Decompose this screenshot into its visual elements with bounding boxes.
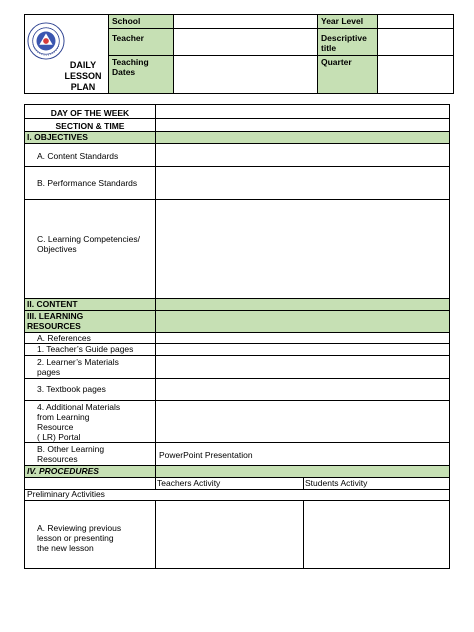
section-time-value[interactable] <box>156 119 449 131</box>
day-of-week-label: DAY OF THE WEEK <box>50 108 130 118</box>
row-line <box>24 477 450 478</box>
performance-standards-value[interactable] <box>156 167 449 199</box>
row-line <box>24 355 450 356</box>
resources-heading-band <box>25 310 449 332</box>
teachers-guide-label: 1. Teacher’s Guide pages <box>37 344 134 354</box>
learning-resources-heading: III. LEARNING RESOURCES <box>27 311 84 331</box>
content-heading-band <box>25 298 449 310</box>
procedures-heading: IV. PROCEDURES <box>27 466 99 476</box>
content-standards-label: A. Content Standards <box>37 151 119 161</box>
school-label: School <box>112 16 141 26</box>
learning-competencies-label: C. Learning Competencies/ Objectives <box>37 234 141 254</box>
references-label: A. References <box>37 333 91 343</box>
row-line <box>24 298 450 299</box>
column-line-students <box>303 477 304 489</box>
objectives-heading-band <box>25 131 449 143</box>
teaching-dates-value[interactable] <box>174 56 317 93</box>
year-level-value[interactable] <box>378 15 453 28</box>
descriptive-title-value[interactable] <box>378 29 453 55</box>
other-resources-label: B. Other Learning Resources <box>37 444 105 464</box>
additional-materials-label: 4. Additional Materials from Learning Resource ( LR) Portal <box>37 402 121 442</box>
content-heading: II. CONTENT <box>27 299 78 309</box>
row-line <box>24 310 450 311</box>
day-of-week-value[interactable] <box>156 105 449 118</box>
performance-standards-label: B. Performance Standards <box>37 178 138 188</box>
teaching-dates-label: Teaching Dates <box>112 57 149 77</box>
other-resources-value: PowerPoint Presentation <box>159 450 253 460</box>
row-line <box>24 378 450 379</box>
learners-materials-label: 2. Learner’s Materials pages <box>37 357 119 377</box>
row-line <box>24 400 450 401</box>
teacher-label: Teacher <box>112 33 144 43</box>
deped-seal-logo <box>27 22 65 60</box>
teachers-activity-cell[interactable] <box>156 501 303 568</box>
year-level-label: Year Level <box>321 16 364 26</box>
lesson-plan-title: DAILY LESSON PLAN <box>64 60 102 92</box>
teacher-value[interactable] <box>174 29 317 55</box>
teachers-activity-header: Teachers Activity <box>157 478 221 488</box>
school-value[interactable] <box>174 15 317 28</box>
reviewing-lesson-label: A. Reviewing previous lesson or presenting the new lesson <box>37 523 122 553</box>
learning-competencies-value[interactable] <box>156 200 449 298</box>
objectives-heading: I. OBJECTIVES <box>27 132 88 142</box>
preliminary-activities-label: Preliminary Activities <box>27 489 105 499</box>
section-time-label: SECTION & TIME <box>55 121 125 131</box>
quarter-value[interactable] <box>378 56 453 93</box>
row-line <box>24 442 450 443</box>
content-standards-value[interactable] <box>156 144 449 166</box>
textbook-pages-label: 3. Textbook pages <box>37 384 106 394</box>
column-line-teachers <box>155 477 156 489</box>
descriptive-title-label: Descriptive title <box>321 33 367 53</box>
quarter-label: Quarter <box>321 57 352 67</box>
students-activity-header: Students Activity <box>305 478 368 488</box>
students-activity-cell[interactable] <box>304 501 449 568</box>
